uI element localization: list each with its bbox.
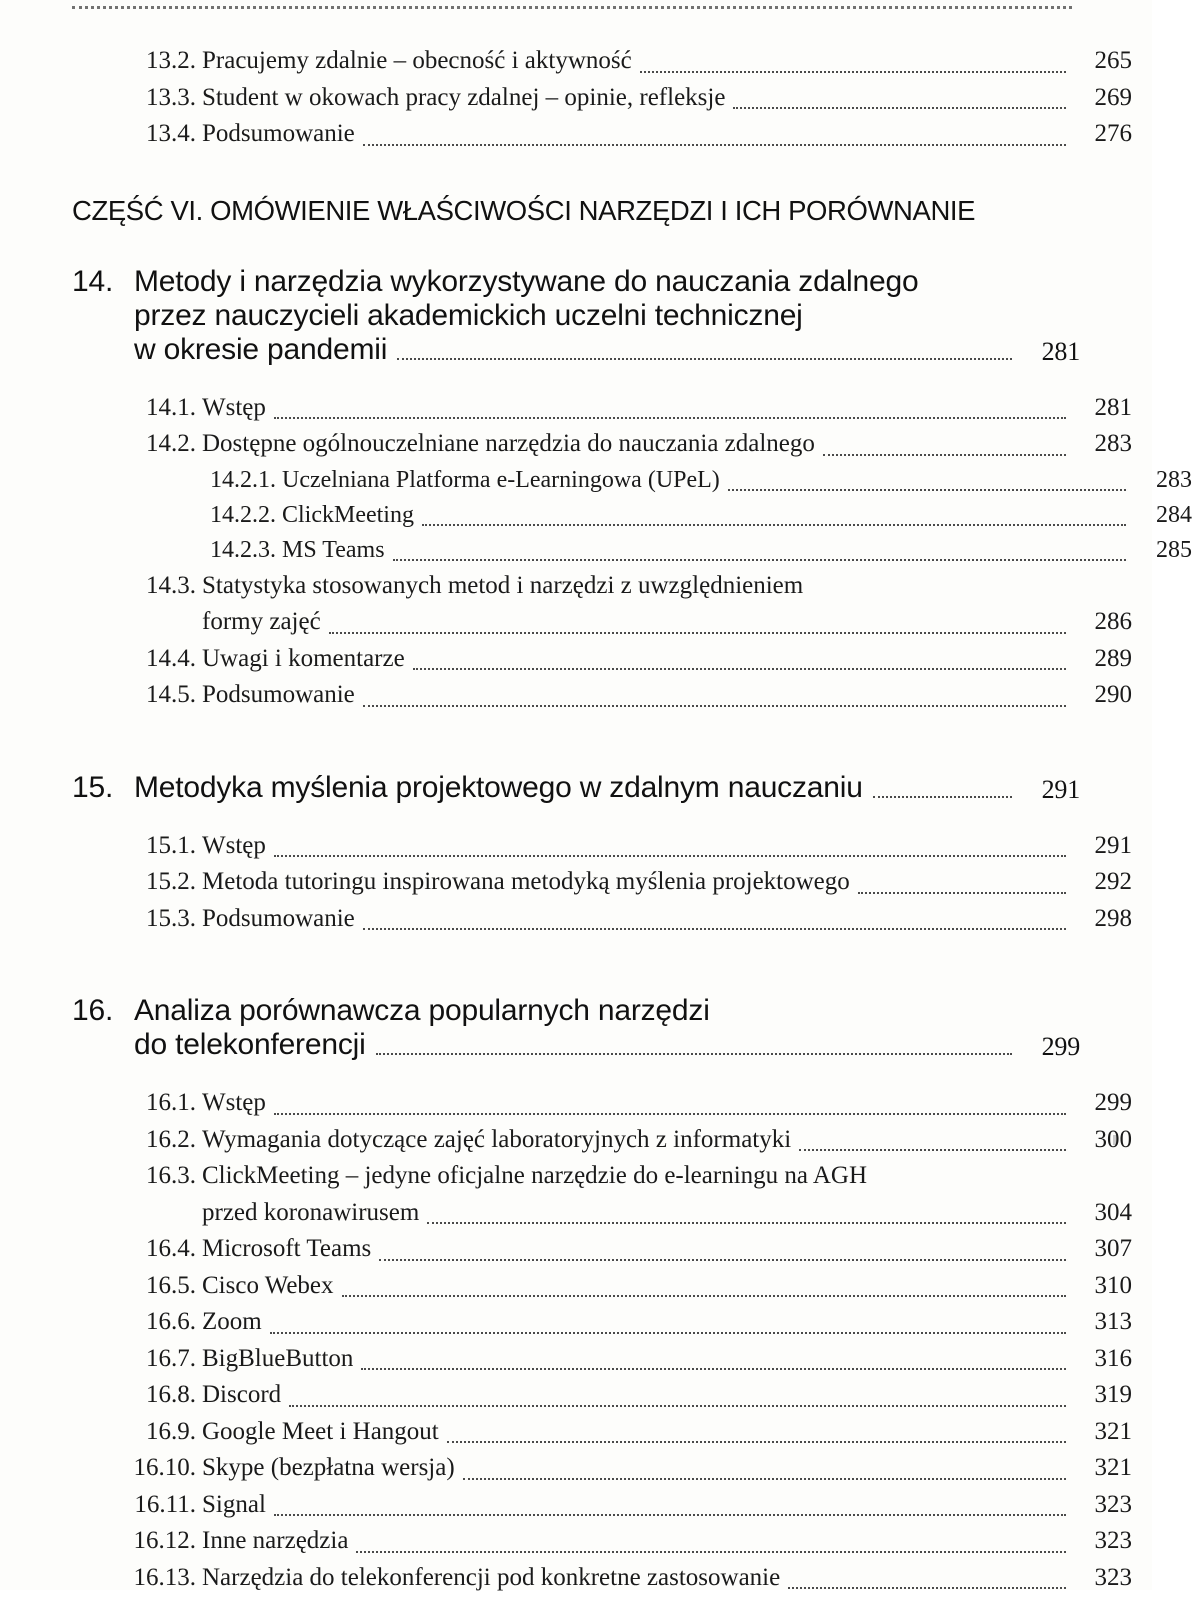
dot-leader bbox=[422, 523, 1126, 526]
entry-title: Google Meet i Hangout bbox=[202, 1417, 439, 1445]
toc-content bbox=[72, 44, 1192, 1597]
toc-entry[interactable] bbox=[184, 464, 1192, 496]
toc-entry[interactable] bbox=[124, 1232, 1132, 1266]
toc-entry[interactable] bbox=[124, 391, 1132, 425]
entry-title: Podsumowanie bbox=[202, 120, 355, 147]
entry-number: 13.4. bbox=[146, 120, 196, 147]
entry-number: 14.2.1. bbox=[210, 466, 276, 493]
chapter-title-line bbox=[72, 1028, 1080, 1062]
chapter-title-line bbox=[72, 333, 1080, 367]
entry-number: 14.3. bbox=[146, 571, 196, 599]
toc-entry[interactable] bbox=[124, 1451, 1132, 1485]
entry-title: Uczelniana Platforma e-Learningowa (UPeL) bbox=[282, 466, 720, 493]
entry-page: 298 bbox=[1094, 904, 1132, 932]
entry-page: 269 bbox=[1094, 83, 1132, 111]
entry-number: 13.2. bbox=[146, 47, 196, 74]
entry-title: Pracujemy zdalnie – obecność i aktywność bbox=[202, 47, 632, 74]
entry-title: Podsumowanie bbox=[202, 904, 355, 932]
chapter-title-cont: do telekonferencji bbox=[134, 1028, 366, 1062]
entry-title: Uwagi i komentarze bbox=[202, 644, 405, 672]
dot-leader bbox=[427, 1221, 1066, 1224]
entry-title: Narzędzia do telekonferencji pod konkretne zastosowanie bbox=[202, 1563, 781, 1591]
dot-leader bbox=[397, 357, 1012, 360]
entry-title: Skype (bezpłatna wersja) bbox=[202, 1454, 455, 1482]
dot-leader bbox=[363, 927, 1066, 930]
entry-title: Metoda tutoringu inspirowana metodyką myślenia projektowego bbox=[202, 868, 850, 896]
entry-page: 321 bbox=[1094, 1454, 1132, 1482]
entry-page: 286 bbox=[1094, 608, 1132, 636]
chapter-number: 14. bbox=[72, 264, 114, 298]
entry-page: 323 bbox=[1094, 1490, 1132, 1518]
toc-entry[interactable] bbox=[124, 1378, 1132, 1412]
entry-title: Wstęp bbox=[202, 393, 266, 421]
entry-number: 16.3. bbox=[146, 1162, 196, 1190]
toc-entry[interactable] bbox=[124, 1305, 1132, 1339]
chapter-page: 291 bbox=[1041, 774, 1080, 804]
entry-page: 290 bbox=[1094, 681, 1132, 709]
dot-leader bbox=[858, 891, 1066, 894]
entry-page: 283 bbox=[1156, 466, 1192, 493]
toc-entry[interactable] bbox=[124, 427, 1132, 461]
entry-title: ClickMeeting bbox=[282, 501, 414, 528]
entry-title: Wstęp bbox=[202, 1089, 266, 1117]
dot-leader bbox=[270, 1331, 1066, 1334]
toc-entry[interactable] bbox=[124, 1123, 1132, 1157]
entry-page: 291 bbox=[1094, 831, 1132, 859]
part-heading: CZĘŚĆ VI. OMÓWIENIE WŁAŚCIWOŚCI NARZĘDZI I ICH PORÓWNANIE bbox=[72, 194, 976, 226]
entry-title: Wstęp bbox=[202, 831, 266, 859]
chapter-page: 299 bbox=[1041, 1032, 1080, 1062]
dot-leader bbox=[342, 1294, 1066, 1297]
chapter-title-cont: przez nauczycieli akademickich uczelni technicznej bbox=[134, 298, 803, 332]
entry-page: 283 bbox=[1094, 430, 1132, 457]
entry-page: 281 bbox=[1094, 393, 1132, 421]
chapter-title: Metodyka myślenia projektowego w zdalnym nauczaniu bbox=[134, 770, 863, 804]
entry-number: 14.2. bbox=[146, 430, 196, 457]
entry-page: 265 bbox=[1094, 47, 1132, 74]
toc-entry[interactable] bbox=[124, 1159, 1132, 1193]
toc-entry[interactable] bbox=[124, 1269, 1132, 1303]
chapter-title-line bbox=[72, 265, 1080, 299]
dot-leader bbox=[640, 70, 1066, 73]
dot-leader bbox=[823, 453, 1066, 456]
entry-title: Podsumowanie bbox=[202, 681, 355, 709]
entry-number: 16.12. bbox=[133, 1527, 196, 1555]
entry-title: BigBlueButton bbox=[202, 1344, 354, 1372]
dot-leader bbox=[728, 488, 1126, 491]
entry-page: 313 bbox=[1094, 1308, 1132, 1336]
entry-page: 304 bbox=[1094, 1198, 1132, 1226]
chapter-title: Metody i narzędzia wykorzystywane do nauczania zdalnego bbox=[134, 264, 919, 298]
entry-title: Statystyka stosowanych metod i narzędzi z uwzględnieniem bbox=[202, 571, 804, 599]
entry-page: 323 bbox=[1094, 1527, 1132, 1555]
entry-number: 16.13. bbox=[133, 1563, 196, 1591]
chapter-page: 281 bbox=[1041, 336, 1080, 366]
dot-leader bbox=[733, 106, 1066, 109]
entry-page: 276 bbox=[1094, 120, 1132, 147]
entry-number: 14.2.2. bbox=[210, 501, 276, 528]
entry-number: 14.5. bbox=[146, 681, 196, 709]
dot-leader bbox=[379, 1258, 1066, 1261]
dot-leader bbox=[447, 1440, 1066, 1443]
dot-leader bbox=[289, 1404, 1066, 1407]
entry-title: Signal bbox=[202, 1490, 266, 1518]
spacer bbox=[72, 1072, 1080, 1086]
entry-page: 289 bbox=[1094, 644, 1132, 672]
dot-leader bbox=[393, 558, 1126, 561]
dot-leader bbox=[274, 1513, 1066, 1516]
dot-leader bbox=[788, 1586, 1066, 1589]
chapter-heading-16[interactable] bbox=[72, 994, 1080, 1062]
spacer bbox=[72, 938, 1080, 964]
entry-page: 323 bbox=[1094, 1563, 1132, 1591]
toc-entry[interactable] bbox=[124, 1488, 1132, 1522]
toc-entry[interactable] bbox=[184, 534, 1192, 566]
entry-number: 16.6. bbox=[146, 1308, 196, 1336]
entry-title: MS Teams bbox=[282, 536, 385, 563]
dot-leader bbox=[873, 795, 1012, 798]
entry-page: 285 bbox=[1156, 536, 1192, 563]
toc-entry[interactable] bbox=[124, 44, 1132, 78]
entry-title: Dostępne ogólnouczelniane narzędzia do nauczania zdalnego bbox=[202, 430, 815, 457]
entry-title: Inne narzędzia bbox=[202, 1527, 349, 1555]
spacer bbox=[72, 377, 1080, 391]
entry-page: 321 bbox=[1094, 1417, 1132, 1445]
entry-page: 307 bbox=[1094, 1235, 1132, 1263]
chapter-title-line bbox=[72, 299, 1080, 333]
entry-page: 300 bbox=[1094, 1125, 1132, 1153]
dot-leader bbox=[363, 143, 1066, 146]
chapter-title-cont: w okresie pandemii bbox=[134, 332, 388, 366]
dot-leader bbox=[363, 704, 1066, 707]
entry-number: 14.1. bbox=[146, 393, 196, 421]
chapter-title-line bbox=[72, 771, 1080, 805]
entry-title: przed koronawirusem bbox=[202, 1198, 420, 1226]
toc-entry[interactable] bbox=[124, 569, 1132, 603]
entry-page: 319 bbox=[1094, 1381, 1132, 1409]
entry-title: Wymagania dotyczące zajęć laboratoryjnych z informatyki bbox=[202, 1125, 792, 1153]
entry-number: 16.1. bbox=[146, 1089, 196, 1117]
entry-title: Discord bbox=[202, 1381, 282, 1409]
entry-number: 15.3. bbox=[146, 904, 196, 932]
toc-entry[interactable] bbox=[124, 865, 1132, 899]
entry-number: 16.8. bbox=[146, 1381, 196, 1409]
toc-entry[interactable] bbox=[124, 1342, 1132, 1376]
entry-number: 16.10. bbox=[133, 1454, 196, 1482]
entry-page: 316 bbox=[1094, 1344, 1132, 1372]
entry-number: 16.9. bbox=[146, 1417, 196, 1445]
dot-leader bbox=[463, 1477, 1066, 1480]
dot-leader bbox=[274, 1112, 1066, 1115]
spacer bbox=[72, 715, 1080, 741]
dot-leader bbox=[811, 596, 1066, 597]
entry-number: 16.5. bbox=[146, 1271, 196, 1299]
toc-entry[interactable] bbox=[124, 1086, 1132, 1120]
entry-title: Cisco Webex bbox=[202, 1271, 334, 1299]
chapter-number: 16. bbox=[72, 994, 114, 1028]
entry-title: Zoom bbox=[202, 1308, 262, 1336]
entry-number: 14.2.3. bbox=[210, 536, 276, 563]
toc-entry[interactable] bbox=[124, 642, 1132, 676]
entry-number: 14.4. bbox=[146, 644, 196, 672]
toc-entry[interactable] bbox=[124, 678, 1132, 712]
entry-title: ClickMeeting – jedyne oficjalne narzędzie do e-learningu na AGH bbox=[202, 1162, 868, 1190]
chapter-heading-15[interactable] bbox=[72, 771, 1080, 805]
entry-number: 15.1. bbox=[146, 831, 196, 859]
chapter-title: Analiza porównawcza popularnych narzędzi bbox=[134, 994, 710, 1028]
chapter-number: 15. bbox=[72, 770, 114, 804]
dot-leader bbox=[361, 1367, 1066, 1370]
toc-entry[interactable] bbox=[124, 117, 1132, 151]
top-dotted-rule bbox=[72, 6, 1072, 12]
toc-entry[interactable] bbox=[124, 81, 1132, 115]
entry-number: 16.7. bbox=[146, 1344, 196, 1372]
dot-leader bbox=[274, 416, 1066, 419]
entry-page: 310 bbox=[1094, 1271, 1132, 1299]
entry-page: 284 bbox=[1156, 501, 1192, 528]
toc-entry[interactable] bbox=[184, 499, 1192, 531]
dot-leader bbox=[875, 1187, 1066, 1188]
entry-title: Microsoft Teams bbox=[202, 1235, 372, 1263]
entry-number: 16.2. bbox=[146, 1125, 196, 1153]
entry-title: Student w okowach pracy zdalnej – opinie, refleksje bbox=[202, 83, 726, 111]
dot-leader bbox=[329, 631, 1066, 634]
entry-number: 16.11. bbox=[134, 1490, 196, 1518]
dot-leader bbox=[413, 667, 1066, 670]
toc-entry[interactable] bbox=[124, 605, 1132, 639]
chapter-heading-14[interactable] bbox=[72, 265, 1080, 367]
chapter-title-line bbox=[72, 994, 1080, 1028]
entry-page: 299 bbox=[1094, 1089, 1132, 1117]
dot-leader bbox=[799, 1148, 1066, 1151]
entry-number: 16.4. bbox=[146, 1235, 196, 1263]
toc-entry[interactable] bbox=[124, 829, 1132, 863]
toc-entry[interactable] bbox=[124, 902, 1132, 936]
entry-page: 292 bbox=[1094, 868, 1132, 896]
dot-leader bbox=[356, 1550, 1066, 1553]
toc-entry[interactable] bbox=[124, 1561, 1132, 1595]
toc-entry[interactable] bbox=[124, 1196, 1132, 1230]
entry-number: 13.3. bbox=[146, 83, 196, 111]
toc-entry[interactable] bbox=[124, 1524, 1132, 1558]
dot-leader bbox=[376, 1052, 1012, 1055]
toc-entry[interactable] bbox=[124, 1415, 1132, 1449]
dot-leader bbox=[274, 854, 1066, 857]
spacer bbox=[72, 815, 1080, 829]
entry-title: formy zajęć bbox=[202, 608, 321, 636]
entry-number: 15.2. bbox=[146, 868, 196, 896]
